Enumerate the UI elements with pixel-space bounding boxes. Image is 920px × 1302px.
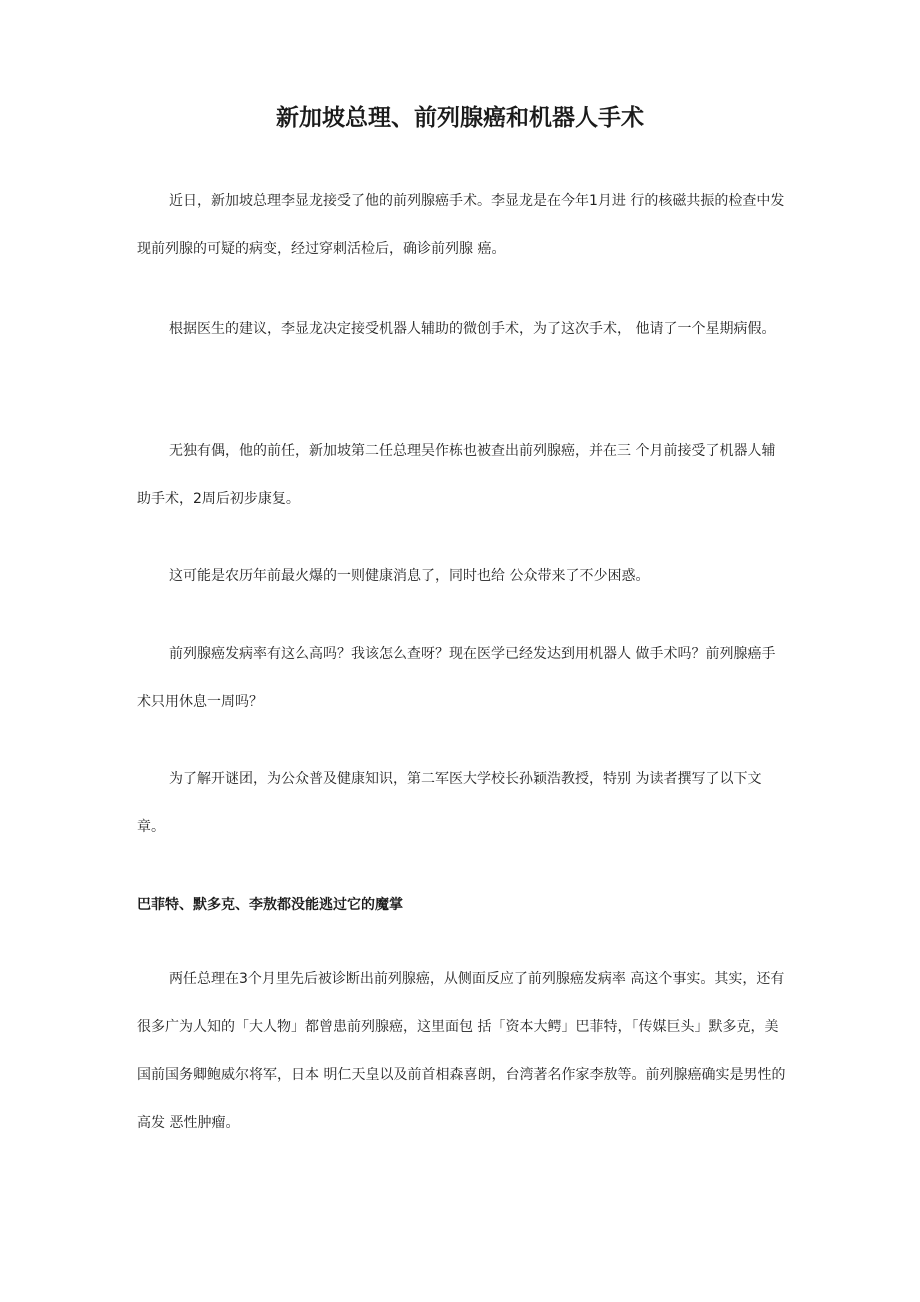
paragraph: 为了解开谜团，为公众普及健康知识，第二军医大学校长孙颖浩教授，特别 为读者撰写了以下文章。: [137, 771, 762, 835]
paragraph: 根据医生的建议，李显龙决定接受机器人辅助的微创手术，为了这次手术， 他请了一个星期病假。: [169, 321, 776, 337]
paragraph: 近日，新加坡总理李显龙接受了他的前列腺癌手术。李显龙是在今年1月进 行的核磁共振的检查中发现前列腺的可疑的病变，经过穿刺活检后，确诊前列腺 癌。: [137, 193, 785, 257]
section-heading: 巴菲特、默多克、李敖都没能逃过它的魔掌: [137, 897, 403, 913]
paragraph: 无独有偶，他的前任，新加坡第二任总理吴作栋也被查出前列腺癌，并在三 个月前接受了机器人辅助手术，2周后初步康复。: [137, 443, 776, 507]
paragraph: 这可能是农历年前最火爆的一则健康消息了，同时也给 公众带来了不少困惑。: [169, 568, 650, 584]
paragraph: 两任总理在3个月里先后被诊断出前列腺癌，从侧面反应了前列腺癌发病率 高这个事实。其实，还有很多广为人知的「大人物」都曾患前列腺癌，这里面包 括「资本大鳄」巴菲特，「传媒巨头」默多克，美国前国务卿鲍威尔将军，日本 明仁天皇以及前首相森喜朗，台湾著名作家李敖等。前列腺癌确实是男性的高发 恶性肿瘤。: [137, 971, 786, 1131]
paragraph: 前列腺癌发病率有这么高吗？我该怎么查呀？现在医学已经发达到用机器人 做手术吗？前列腺癌手术只用休息一周吗？: [137, 646, 776, 710]
document-title: 新加坡总理、前列腺癌和机器人手术: [276, 105, 644, 131]
